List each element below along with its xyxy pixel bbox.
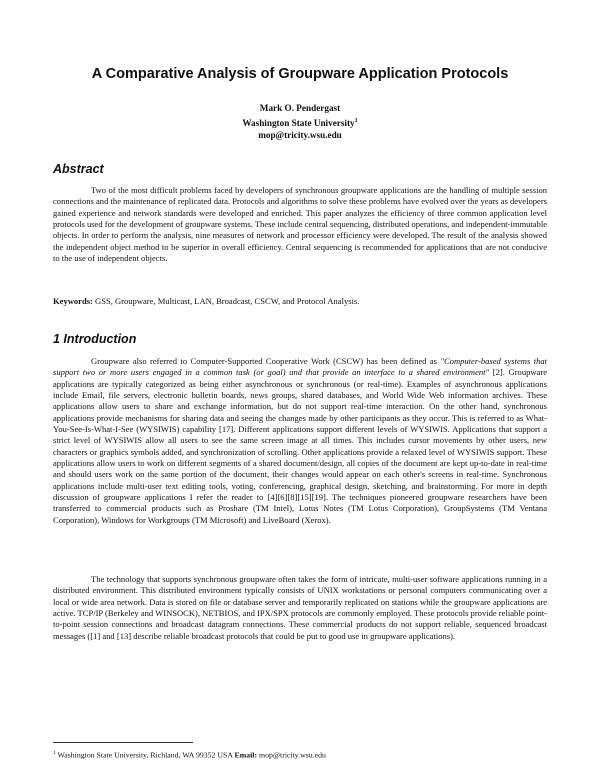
affiliation-footnote-mark: 1 <box>354 117 358 124</box>
introduction-paragraph-1: Groupware also referred to Computer-Supported Cooperative Work (CSCW) has been defined as "Computer-based systems that support two or more users engaged in a common task (or goal) and that provide an interface to a shared environment" [2]. Groupware applications are typically categorized as being either asynchronous or synchronous (or real-time). Examples of asynchronous applications include Email, file servers, electronic bulletin boards, news groups, shared databases, and World Wide Web information archives. These applications allow users to share and exchange information, but do not support real-time interaction. On the other hand, synchronous applications provide mechanisms for sharing data and seeing the changes made by other participants as they occur. This is referred to as What-You-See-Is-What-I-See (WYSIWIS) capability [17]. Different applications support different levels of WYSIWIS. Applications that support a strict level of WYSIWIS allow all users to see the same screen image at all times. This includes cursor movements by other users, new characters or graphics symbols added, and synchronization of scrolling. Other applications provide a relaxed level of WYSIWIS support. These applications allow users to work on different segments of a shared document/design, all copies of the document are kept up-to-date in real-time and should users work on the same portion of the document, their changes would appear on each other's screens in real-time. Synchronous applications include multi-user text editing tools, voting, conferencing, graphical design, sketching, and brainstorming. For more in depth discussion of groupware applications I refer the reader to [4][6][8][15][19]. The techniques pioneered groupware researchers have been transferred to commercial products such as Proshare (TM Intel), Lotus Notes (TM Lotus Corporation), GroupSystems (TM Ventana Corporation), Windows for Workgroups (TM Microsoft) and LiveBoard (Xerox). <box>53 356 547 525</box>
abstract-heading: Abstract <box>53 162 104 176</box>
keywords-label: Keywords: <box>53 296 93 306</box>
groupware-definition-quote: "Computer-based systems that support two or more users engaged in a common task (or goal) and that provide an interface to a shared environment" <box>53 356 547 378</box>
abstract-body: Two of the most difficult problems faced by developers of synchronous groupware applications are the handling of multiple session connections and the maintenance of replicated data. Protocols and algorithms to solve these problems have evolved over the years as developers gained experience and network standards were developed and enriched. This paper analyzes the efficiency of three common application level protocols used for the development of groupware systems. These include central sequencing, distributed operations, and independent-immutable objects. In order to perform the analysis, nine measures of network and processor efficiency were developed. The result of the analysis showed the independent object method to be superior in overall efficiency. Central sequencing is recommended for applications that are not conducive to the use of independent objects. <box>53 185 547 264</box>
keywords-text: GSS, Groupware, Multicast, LAN, Broadcast, CSCW, and Protocol Analysis. <box>92 296 360 306</box>
author-email: mop@tricity.wsu.edu <box>258 130 342 141</box>
footnote-email: mop@tricity.wsu.edu <box>257 750 326 760</box>
footnote-address: Washington State University, Richland, WA 99352 USA <box>55 750 235 760</box>
keywords-line <box>53 296 547 307</box>
footnote-mark: 1 <box>53 750 56 756</box>
author-affiliation: Washington State University$^1$ <box>242 117 358 128</box>
footnote <box>53 748 547 761</box>
author-name: Mark O. Pendergast <box>259 103 341 113</box>
author-block <box>0 102 600 142</box>
section-heading-introduction: 1 Introduction <box>53 332 137 346</box>
paper-title: A Comparative Analysis of Groupware Application Protocols <box>91 66 509 82</box>
introduction-paragraph-2: The technology that supports synchronous groupware often takes the form of intricate, multi-user software applications running in a distributed environment. This distributed environment typically consists of UNIX workstations or personal computers communicating over a local or wide area network. Data is stored on file or database server and temporarily replicated on stations while the groupware applications are active. TCP/IP (Berkeley and WINSOCK), NETBIOS, and IPX/SPX protocols are commonly employed. These protocols provide reliable point-to-point session connections and broadcast datagram connections. These commercial products do not support reliable, sequenced broadcast messages ([1] and [13] describe reliable broadcast protocols that could be put to good use in groupware applications). <box>53 574 547 641</box>
footnote-divider <box>53 742 193 743</box>
footnote-email-label: Email: <box>234 750 258 760</box>
